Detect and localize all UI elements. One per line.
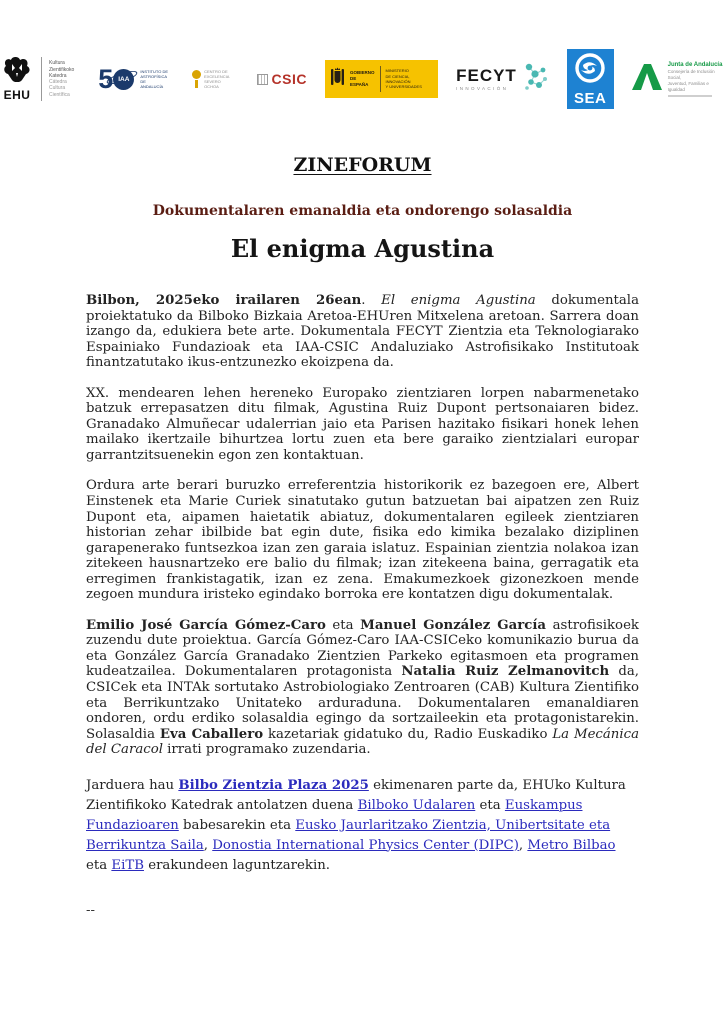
text-run: . — [361, 293, 382, 308]
ehu-caption-line: Katedra — [49, 72, 67, 79]
iaa-orbit-icon: IAA — [113, 69, 134, 90]
divider — [380, 66, 381, 92]
ehu-caption-line: Zientifikoko — [49, 66, 75, 73]
junta-a-icon — [632, 64, 662, 95]
ministry-caption — [386, 68, 434, 90]
iaa-caption — [140, 69, 170, 90]
ehu-caption-line: Kultura — [49, 60, 65, 67]
text-run: Jarduera hau — [86, 777, 179, 793]
text-run: da, CSICek eta INTAk sortutako Astrobiologiako Zentroaren (CAB) Kultura Zientifiko eta Berrikuntzako Unitateko arduraduna. Dokumentalaren emanaldiaren ondoren, ordu erdiko solasaldia egingo da sortzaileekin eta protagonistarekin. Solasaldia — [86, 664, 639, 742]
text-run: Natalia Ruiz Zelmanovitch — [401, 664, 610, 680]
text-run: eta — [475, 797, 505, 813]
iaa-number: 5 — [98, 63, 114, 94]
hyperlink[interactable]: Eusko Jaurlaritzako Zientzia, Unibertsitate eta Berrikuntza Saila — [86, 817, 611, 853]
text-run: Ordura arte berari buruzko erreferentzia historikorik ez bazegoen ere, Albert Einstenek eta Marie Curiek sinatutako gutun batzuetan bai aipatzen zen Ruiz Dupont eta, aipamen haietatik abiatuz, dokumentalaren egileek zientziaren historian zehar ibilbide bat egin dute, fisika edo kimika bezalako diziplinen garapenerako funtsezkoa izan zen garaia islatuz. Espainian zientzia nolakoa izan zitekeen hausnartzeko ere balio du filmak; izan zitekeena baina, gerragatik eta erregimen frankistagatik, izan ez zena. Emakumezkoek gizonezkoen mende zegoen mundura iristeko egindako borroka ere kontatzen digu dokumentalak. — [86, 478, 639, 603]
gobierno-line: GOBIERNO — [349, 69, 375, 75]
ehu-caption-line: Cátedra — [49, 79, 67, 85]
paragraph-sponsors — [86, 776, 639, 876]
ministry-line: DE CIENCIA, INNOVACIÓN — [385, 73, 411, 84]
ehu-caption — [49, 60, 74, 98]
text-run: kazetariak gidatuko du, Radio Euskadiko — [263, 726, 553, 742]
text-run: erakundeen laguntzarekin. — [143, 857, 331, 873]
ministry-line: MINISTERIO — [385, 68, 409, 74]
text-run: babesarekin eta — [178, 817, 296, 833]
document-body — [0, 263, 725, 919]
junta-andalucia-logo — [632, 61, 725, 97]
severo-ochoa-logo — [192, 69, 234, 90]
ehu-acronym: EHU — [3, 88, 31, 102]
text-run: XX. mendearen lehen hereneko Europako zientziaren lorpen nabarmenetako batzuk errepasatzen ditu filmak, Agustina Ruiz Dupont pertsonaiaren bidez. Granadako Almuñecar udalerrian jaio eta Parisen hazitako fisikari honek lehen mailako ikertzaile bihurtzea lortu zuen eta bere garaiko zientzialari europar garrantzitsuenekin egon zen kontaktuan. — [86, 385, 639, 463]
iaa-caption-line: ANDALUCÍA — [140, 84, 164, 90]
severo-caption-line: SEVERO OCHOA — [204, 79, 221, 90]
sea-acronym: SEA — [574, 89, 607, 107]
hyperlink[interactable]: Euskampus Fundazioaren — [86, 797, 583, 833]
text-run: El enigma Agustina — [381, 293, 536, 308]
closing-dashes: -- — [86, 903, 95, 919]
ehu-mark-icon — [0, 56, 34, 87]
divider — [41, 57, 42, 101]
paragraph-film-summary — [86, 386, 639, 464]
coat-of-arms-icon — [330, 65, 345, 94]
text-run: Manuel González García — [360, 617, 547, 633]
csic-logo — [257, 71, 307, 87]
text-run: dokumentala proiektatuko da Bilboko Bizkaia Aretoa-EHUren Mitxelena aretoan. Sarrera doan izango da, edukiera bete arte. Dokumentala FECYT Zientzia eta Teknologiarako Espainiako Fundazioak eta IAA-CSIC Andaluziako Astrofisikako Institutoak finantzatutako ikus-entzunezko ekoizpena da. — [86, 293, 639, 371]
text-run: Emilio José García Gómez-Caro — [86, 617, 326, 633]
hyperlink[interactable]: Donostia International Physics Center (DIPC) — [212, 837, 519, 853]
molecule-icon — [521, 61, 549, 98]
hyperlink[interactable]: EiTB — [111, 857, 144, 873]
fecyt-logo — [456, 61, 549, 98]
junta-caption — [668, 61, 725, 97]
junta-dept-line: Consejería de Inclusión Social, — [667, 68, 715, 80]
severo-caption-line: CENTRO DE — [204, 68, 228, 74]
fecyt-tagline: INNOVACIÓN — [456, 86, 509, 91]
ehu-logo — [0, 56, 74, 102]
text-run: Eva Caballero — [159, 726, 264, 742]
documentary-title: El enigma Agustina — [230, 234, 495, 263]
page-title: ZINEFORUM — [293, 154, 432, 176]
ehu-caption-line: Cultura — [49, 85, 66, 92]
csic-emblem-icon — [257, 74, 268, 85]
iaa-caption-line: ASTROFÍSICA DE — [140, 73, 167, 84]
fecyt-name: FECYT — [456, 66, 517, 85]
text-run: astrofisikoek zuzendu dute proiektua. García Gómez-Caro IAA-CSICeko komunikazio burua da eta González García Granadako Zientzien Parkeko egitasmoen eta programen kudeatzailea. Dokumentalaren protagonista — [86, 617, 639, 680]
junta-name: Junta de Andalucía — [667, 61, 723, 68]
event-subtitle: Dokumentalaren emanaldia eta ondorengo solasaldia — [152, 203, 573, 219]
severo-ochoa-caption — [204, 69, 234, 90]
hyperlink[interactable]: Bilboko Udalaren — [357, 797, 476, 813]
text-run: , — [203, 837, 213, 853]
medal-icon — [192, 70, 201, 88]
paragraph-history — [86, 478, 639, 602]
hyperlink[interactable]: Metro Bilbao — [527, 837, 616, 853]
ehu-caption-line: Científica — [49, 91, 70, 98]
hyperlink[interactable]: Bilbo Zientzia Plaza 2025 — [178, 777, 369, 793]
spiral-icon — [573, 51, 607, 90]
text-run: eta — [86, 857, 112, 873]
logo-bar — [0, 0, 725, 112]
paragraph-intro — [86, 293, 639, 371]
sea-logo — [567, 49, 614, 109]
fine-print-line — [668, 95, 712, 97]
ministry-line: Y UNIVERSIDADES — [385, 84, 422, 90]
text-run: , — [518, 837, 528, 853]
iaa-50-logo — [98, 63, 170, 94]
text-run: Bilbon, 2025eko irailaren 26ean — [86, 293, 362, 308]
paragraph-credits — [86, 618, 639, 758]
gobierno-caption — [350, 70, 375, 88]
junta-dept-line: Juventud, Familias e Igualdad — [667, 81, 709, 93]
csic-acronym: CSIC — [271, 71, 307, 87]
text-run: eta — [325, 617, 361, 633]
text-run: La Mecánica del Caracol — [86, 726, 639, 758]
text-run: irrati programako zuzendaria. — [162, 742, 371, 758]
severo-caption-line: EXCELENCIA — [204, 73, 230, 79]
iaa-caption-line: INSTITUTO DE — [140, 68, 169, 74]
gobierno-line: DE ESPAÑA — [349, 75, 369, 88]
text-run: ekimenaren parte da, EHUko Kultura Zientifikoko Katedrak antolatzen duena — [86, 777, 626, 813]
gobierno-espana-logo — [325, 60, 438, 98]
